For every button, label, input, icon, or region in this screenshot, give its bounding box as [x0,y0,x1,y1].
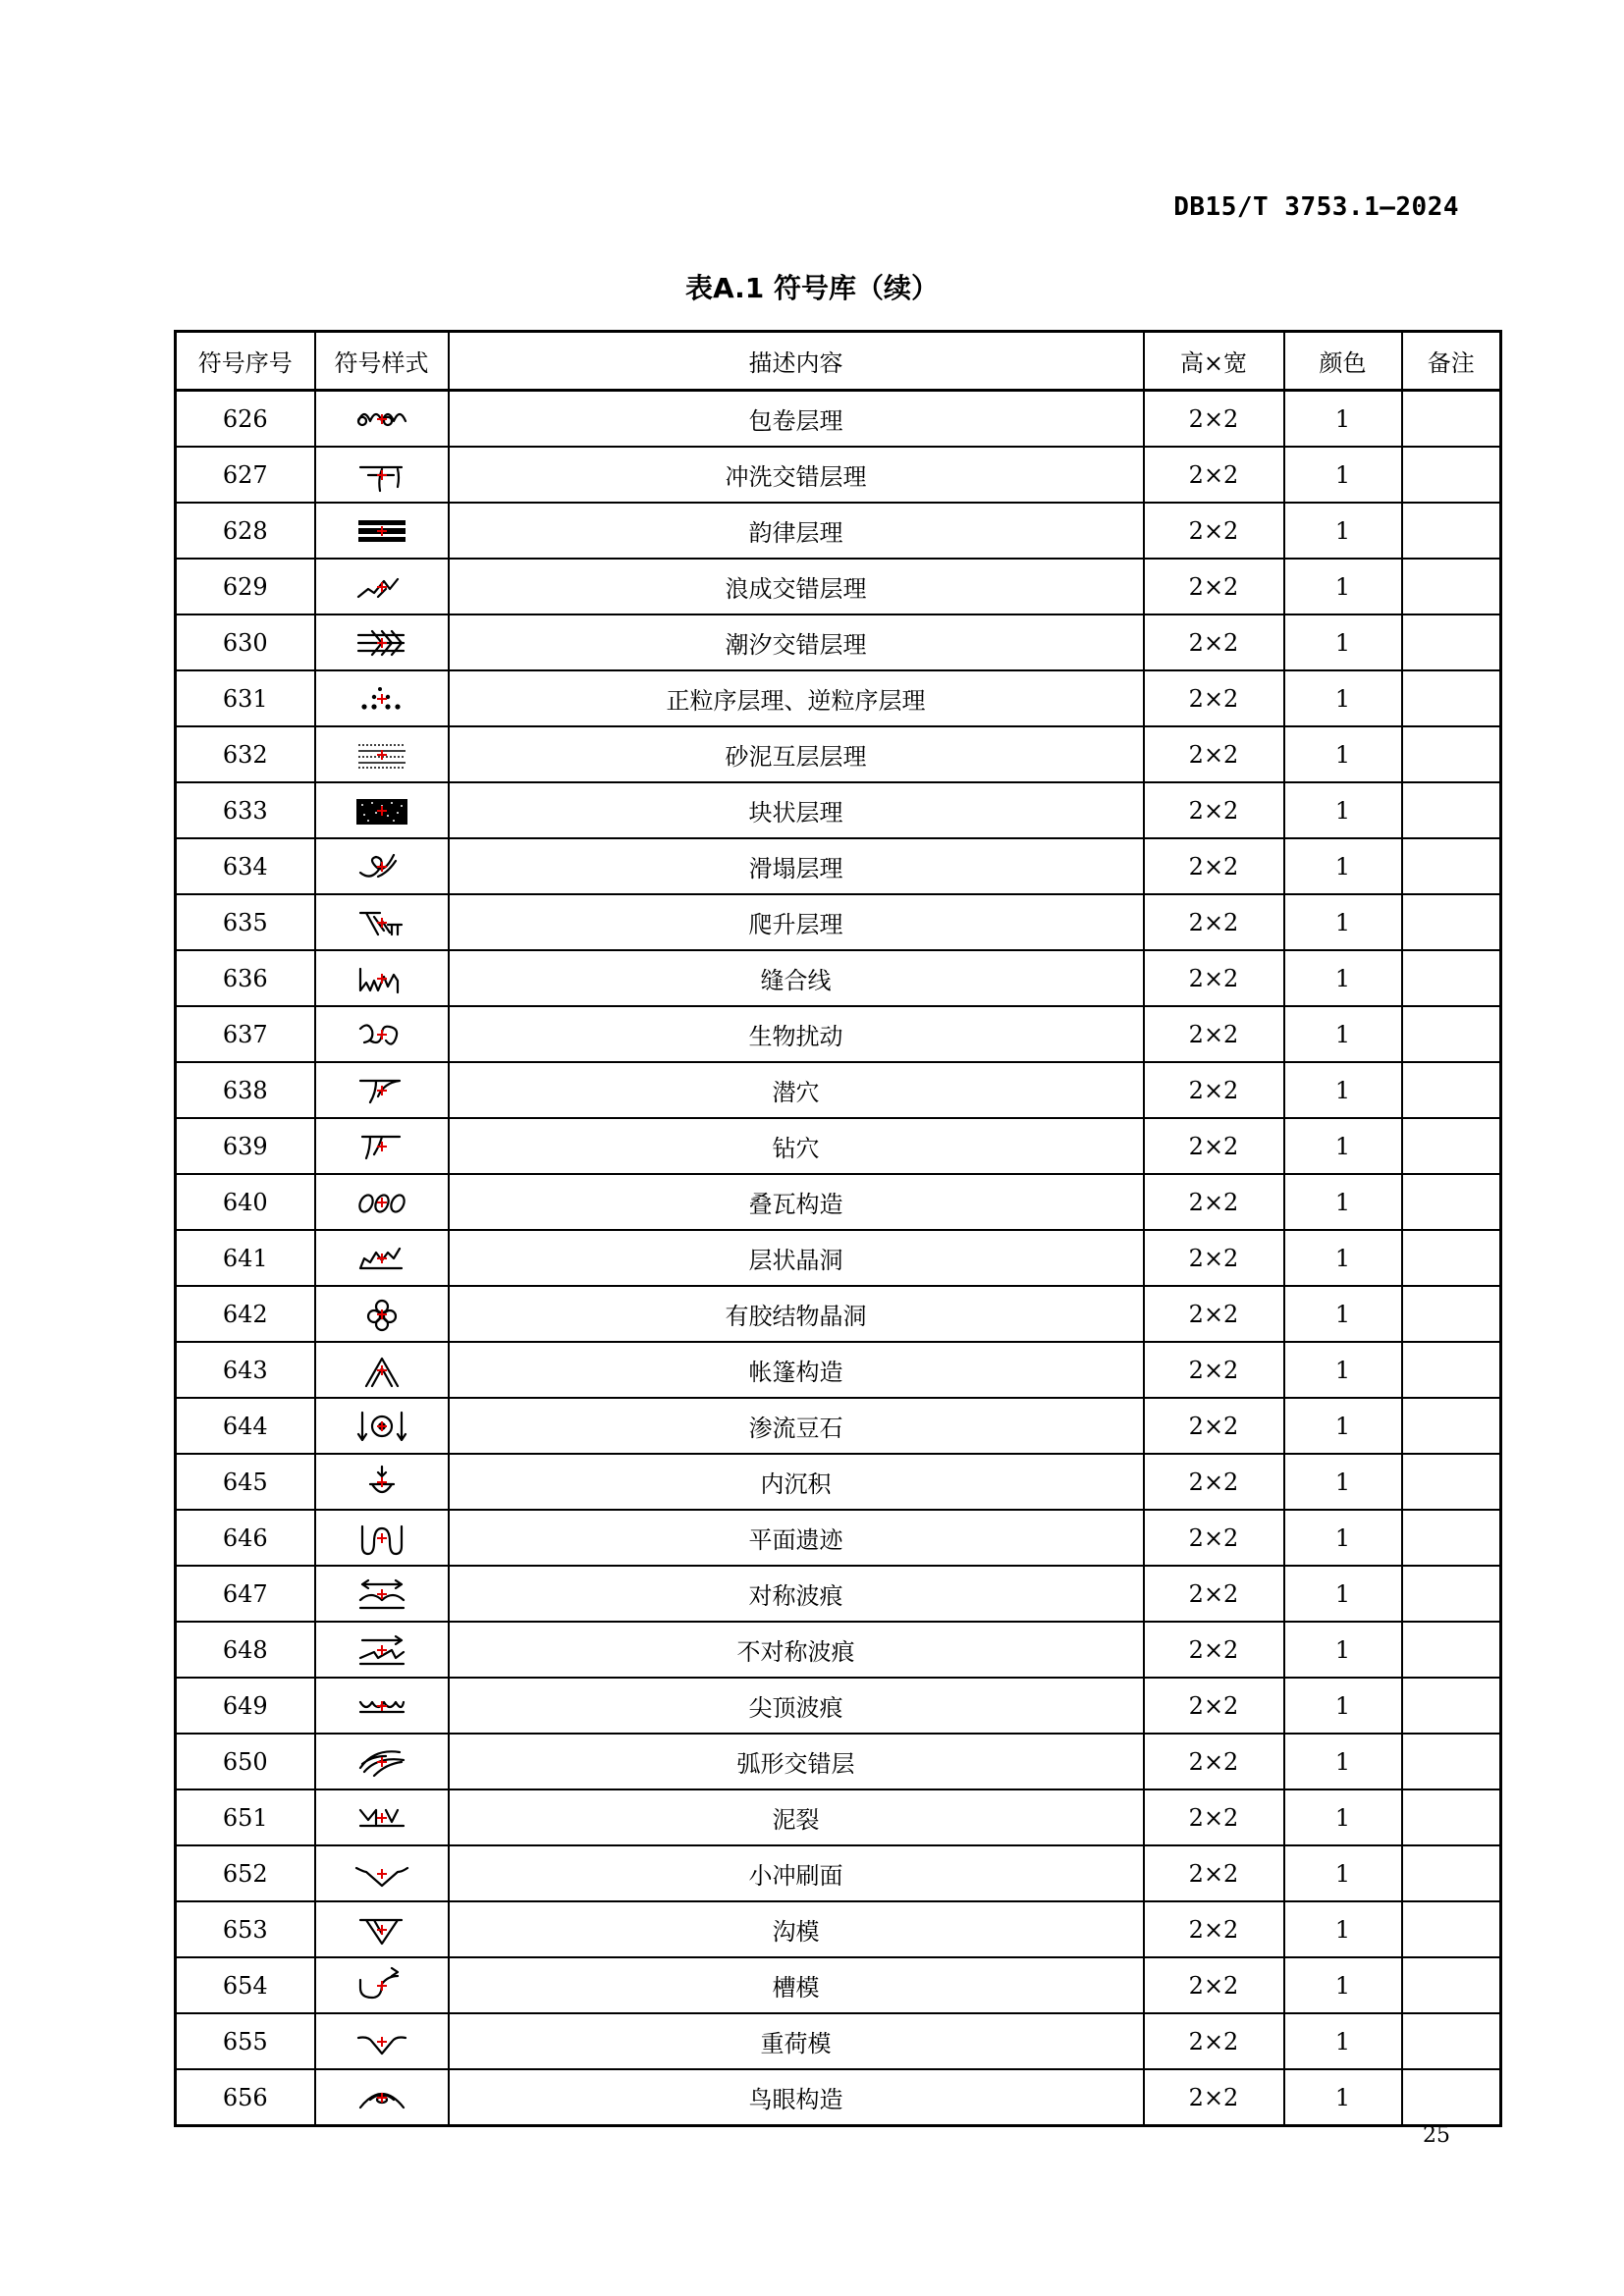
symbol-id: 635 [176,894,315,950]
symbol-id: 648 [176,1622,315,1678]
symbol-color: 1 [1284,1510,1402,1566]
symbol-size: 2×2 [1144,1789,1284,1845]
symbol-style [315,1454,449,1510]
symbol-note [1402,1174,1501,1230]
symbol-style [315,1510,449,1566]
symbol-id: 626 [176,391,315,448]
symbol-size: 2×2 [1144,2013,1284,2069]
symbol-color: 1 [1284,391,1402,448]
symbol-size: 2×2 [1144,1566,1284,1622]
symbol-style [315,1566,449,1622]
symbol-color: 1 [1284,1006,1402,1062]
table-row [176,670,1501,726]
symbol-color: 1 [1284,1678,1402,1734]
symbol-color: 1 [1284,838,1402,894]
symbol-id: 647 [176,1566,315,1622]
symbol-style [315,1901,449,1957]
symbol-id: 631 [176,670,315,726]
climbing-bedding-symbol-icon [352,903,411,942]
table-row [176,894,1501,950]
table-row [176,1230,1501,1286]
table-row [176,1398,1501,1454]
sand-mud-interbedding-symbol-icon [352,735,411,774]
symbol-id: 654 [176,1957,315,2013]
symbol-color: 1 [1284,1845,1402,1901]
symbol-note [1402,950,1501,1006]
table-row [176,1342,1501,1398]
symbol-id: 633 [176,782,315,838]
table-row [176,1510,1501,1566]
table-row [176,2013,1501,2069]
symbol-note [1402,1789,1501,1845]
table-row [176,726,1501,782]
symbol-size: 2×2 [1144,1901,1284,1957]
col-header-note: 备注 [1402,332,1501,391]
symbol-note [1402,1006,1501,1062]
symbol-color: 1 [1284,1566,1402,1622]
symbol-size: 2×2 [1144,1454,1284,1510]
table-row [176,1118,1501,1174]
symbol-id: 655 [176,2013,315,2069]
symbol-style [315,559,449,614]
symbol-id: 645 [176,1454,315,1510]
tepee-structure-symbol-icon [352,1351,411,1390]
symbol-note [1402,1566,1501,1622]
symbol-size: 2×2 [1144,1230,1284,1286]
symbol-style [315,894,449,950]
symbol-style [315,950,449,1006]
symbol-note [1402,503,1501,559]
symbol-description: 对称波痕 [449,1566,1144,1622]
groove-cast-symbol-icon [352,1910,411,1949]
imbricate-structure-symbol-icon [352,1183,411,1222]
symbol-style [315,1622,449,1678]
symbol-style [315,838,449,894]
symbol-style [315,447,449,503]
rhythmic-bedding-symbol-icon [352,511,411,551]
symbol-color: 1 [1284,614,1402,670]
wrapped-bedding-symbol-icon [352,400,411,439]
symbol-id: 649 [176,1678,315,1734]
document-code: DB15/T 3753.1—2024 [1173,192,1459,222]
symbol-style [315,1174,449,1230]
symbol-color: 1 [1284,1734,1402,1789]
symbol-description: 内沉积 [449,1454,1144,1510]
stylolite-symbol-icon [352,959,411,998]
symbol-description: 包卷层理 [449,391,1144,448]
symbol-color: 1 [1284,782,1402,838]
table-row [176,1789,1501,1845]
table-row [176,1678,1501,1734]
symbol-note [1402,1622,1501,1678]
symbol-note [1402,1510,1501,1566]
symbol-description: 叠瓦构造 [449,1174,1144,1230]
symbol-description: 砂泥互层层理 [449,726,1144,782]
table-header-row [176,332,1501,391]
symbol-id: 646 [176,1510,315,1566]
symbol-size: 2×2 [1144,1845,1284,1901]
symbol-description: 生物扰动 [449,1006,1144,1062]
col-header-id: 符号序号 [176,332,315,391]
table-row [176,391,1501,448]
symbol-description: 槽模 [449,1957,1144,2013]
symbol-id: 651 [176,1789,315,1845]
symbol-style [315,1342,449,1398]
symbol-color: 1 [1284,950,1402,1006]
symbol-color: 1 [1284,1062,1402,1118]
table-row [176,1622,1501,1678]
symbol-id: 652 [176,1845,315,1901]
symbol-description: 尖顶波痕 [449,1678,1144,1734]
table-row [176,559,1501,614]
symbol-color: 1 [1284,1957,1402,2013]
asymmetric-ripple-symbol-icon [352,1630,411,1670]
col-header-color: 颜色 [1284,332,1402,391]
symbol-size: 2×2 [1144,1118,1284,1174]
symbol-color: 1 [1284,1398,1402,1454]
symbol-color: 1 [1284,1789,1402,1845]
symbol-note [1402,2069,1501,2126]
symmetric-ripple-symbol-icon [352,1575,411,1614]
table-row [176,782,1501,838]
symbol-id: 644 [176,1398,315,1454]
symbol-note [1402,1734,1501,1789]
symbol-size: 2×2 [1144,2069,1284,2126]
symbol-note [1402,559,1501,614]
table-row [176,1901,1501,1957]
table-row [176,2069,1501,2126]
symbol-note [1402,614,1501,670]
symbol-size: 2×2 [1144,838,1284,894]
bioturbation-symbol-icon [352,1015,411,1054]
symbol-description: 弧形交错层 [449,1734,1144,1789]
symbol-note [1402,1957,1501,2013]
symbol-color: 1 [1284,2013,1402,2069]
symbol-note [1402,782,1501,838]
symbol-size: 2×2 [1144,950,1284,1006]
symbol-id: 637 [176,1006,315,1062]
trough-cross-bedding-symbol-icon [352,1742,411,1782]
symbol-note [1402,1845,1501,1901]
table-row [176,1845,1501,1901]
symbol-description: 块状层理 [449,782,1144,838]
table-row [176,1174,1501,1230]
symbol-note [1402,1398,1501,1454]
symbol-id: 639 [176,1118,315,1174]
symbol-description: 冲洗交错层理 [449,447,1144,503]
symbol-color: 1 [1284,503,1402,559]
symbol-style [315,670,449,726]
burrow-symbol-icon [352,1071,411,1110]
symbol-style [315,1789,449,1845]
symbol-size: 2×2 [1144,726,1284,782]
table-row [176,1454,1501,1510]
symbol-id: 650 [176,1734,315,1789]
symbol-style [315,2069,449,2126]
table-row [176,1062,1501,1118]
symbol-style [315,1286,449,1342]
symbol-style [315,1845,449,1901]
table-caption: 表A.1 符号库（续） [684,272,940,304]
symbol-style [315,726,449,782]
symbol-id: 642 [176,1286,315,1342]
symbol-size: 2×2 [1144,894,1284,950]
symbol-description: 滑塌层理 [449,838,1144,894]
symbol-id: 627 [176,447,315,503]
symbol-note [1402,1062,1501,1118]
symbol-note [1402,447,1501,503]
mud-crack-symbol-icon [352,1798,411,1838]
symbol-color: 1 [1284,2069,1402,2126]
symbol-size: 2×2 [1144,1678,1284,1734]
col-header-symbol: 符号样式 [315,332,449,391]
symbol-color: 1 [1284,894,1402,950]
symbol-size: 2×2 [1144,1174,1284,1230]
symbol-color: 1 [1284,559,1402,614]
symbol-description: 帐篷构造 [449,1342,1144,1398]
internal-sediment-symbol-icon [352,1463,411,1502]
symbol-description: 渗流豆石 [449,1398,1144,1454]
symbol-size: 2×2 [1144,1398,1284,1454]
symbol-size: 2×2 [1144,1622,1284,1678]
col-header-description: 描述内容 [449,332,1144,391]
symbol-description: 正粒序层理、逆粒序层理 [449,670,1144,726]
symbol-note [1402,838,1501,894]
symbol-description: 不对称波痕 [449,1622,1144,1678]
symbol-style [315,1678,449,1734]
symbol-note [1402,894,1501,950]
symbol-style [315,782,449,838]
symbol-color: 1 [1284,1286,1402,1342]
symbol-style [315,1062,449,1118]
symbol-size: 2×2 [1144,1062,1284,1118]
symbol-note [1402,1678,1501,1734]
table-row [176,503,1501,559]
symbol-style [315,614,449,670]
symbol-note [1402,1230,1501,1286]
symbol-note [1402,1901,1501,1957]
pisolite-symbol-icon [352,1407,411,1446]
trace-fossil-symbol-icon [352,1519,411,1558]
symbol-style [315,1398,449,1454]
symbol-size: 2×2 [1144,1342,1284,1398]
symbol-description: 层状晶洞 [449,1230,1144,1286]
symbol-description: 潮汐交错层理 [449,614,1144,670]
symbol-description: 韵律层理 [449,503,1144,559]
graded-bedding-symbol-icon [352,679,411,719]
table-row [176,447,1501,503]
symbol-style [315,391,449,448]
symbol-style [315,1734,449,1789]
symbol-size: 2×2 [1144,1734,1284,1789]
table-row [176,614,1501,670]
symbol-description: 泥裂 [449,1789,1144,1845]
page-number: 25 [1423,2123,1450,2148]
symbol-note [1402,1454,1501,1510]
symbol-color: 1 [1284,1622,1402,1678]
symbol-description: 重荷模 [449,2013,1144,2069]
table-row [176,950,1501,1006]
wave-cross-bedding-symbol-icon [352,567,411,607]
symbol-note [1402,1286,1501,1342]
symbol-color: 1 [1284,1174,1402,1230]
symbol-color: 1 [1284,1118,1402,1174]
symbol-id: 643 [176,1342,315,1398]
symbol-id: 632 [176,726,315,782]
symbol-note [1402,726,1501,782]
symbol-description: 钻穴 [449,1118,1144,1174]
symbol-id: 636 [176,950,315,1006]
symbol-id: 641 [176,1230,315,1286]
symbol-id: 634 [176,838,315,894]
table-row [176,1006,1501,1062]
symbol-color: 1 [1284,1901,1402,1957]
symbol-id: 638 [176,1062,315,1118]
symbol-size: 2×2 [1144,1286,1284,1342]
symbol-style [315,1230,449,1286]
boring-symbol-icon [352,1127,411,1166]
table-row [176,1286,1501,1342]
symbol-size: 2×2 [1144,1006,1284,1062]
symbol-table [174,330,1502,2127]
scour-cross-bedding-symbol-icon [352,455,411,495]
symbol-description: 潜穴 [449,1062,1144,1118]
symbol-size: 2×2 [1144,782,1284,838]
symbol-id: 628 [176,503,315,559]
symbol-size: 2×2 [1144,1510,1284,1566]
symbol-id: 630 [176,614,315,670]
symbol-color: 1 [1284,1454,1402,1510]
symbol-description: 爬升层理 [449,894,1144,950]
table-row [176,838,1501,894]
symbol-description: 沟模 [449,1901,1144,1957]
symbol-color: 1 [1284,1230,1402,1286]
symbol-note [1402,1342,1501,1398]
gel-structure-vug-symbol-icon [352,1295,411,1334]
symbol-style [315,1118,449,1174]
symbol-description: 鸟眼构造 [449,2069,1144,2126]
symbol-size: 2×2 [1144,670,1284,726]
small-scour-surface-symbol-icon [352,1854,411,1894]
table-body [176,391,1501,2126]
symbol-description: 缝合线 [449,950,1144,1006]
table-row [176,1734,1501,1789]
table-row [176,1566,1501,1622]
massive-bedding-symbol-icon [352,791,411,830]
symbol-description: 有胶结物晶洞 [449,1286,1144,1342]
tidal-cross-bedding-symbol-icon [352,623,411,663]
load-cast-symbol-icon [352,2022,411,2061]
birdseye-structure-symbol-icon [352,2078,411,2117]
symbol-color: 1 [1284,447,1402,503]
symbol-id: 629 [176,559,315,614]
symbol-id: 653 [176,1901,315,1957]
sharp-crest-ripple-symbol-icon [352,1686,411,1726]
symbol-description: 平面遗迹 [449,1510,1144,1566]
slump-bedding-symbol-icon [352,847,411,886]
symbol-id: 640 [176,1174,315,1230]
symbol-color: 1 [1284,670,1402,726]
symbol-size: 2×2 [1144,1957,1284,2013]
symbol-id: 656 [176,2069,315,2126]
col-header-size: 高×宽 [1144,332,1284,391]
stratiform-vug-symbol-icon [352,1239,411,1278]
symbol-style [315,503,449,559]
flute-cast-symbol-icon [352,1966,411,2005]
symbol-note [1402,391,1501,448]
symbol-style [315,1006,449,1062]
symbol-size: 2×2 [1144,503,1284,559]
symbol-style [315,1957,449,2013]
symbol-color: 1 [1284,1342,1402,1398]
symbol-style [315,2013,449,2069]
symbol-note [1402,670,1501,726]
symbol-note [1402,1118,1501,1174]
symbol-size: 2×2 [1144,391,1284,448]
table-row [176,1957,1501,2013]
symbol-size: 2×2 [1144,559,1284,614]
symbol-description: 浪成交错层理 [449,559,1144,614]
symbol-size: 2×2 [1144,614,1284,670]
symbol-description: 小冲刷面 [449,1845,1144,1901]
symbol-color: 1 [1284,726,1402,782]
symbol-note [1402,2013,1501,2069]
symbol-size: 2×2 [1144,447,1284,503]
